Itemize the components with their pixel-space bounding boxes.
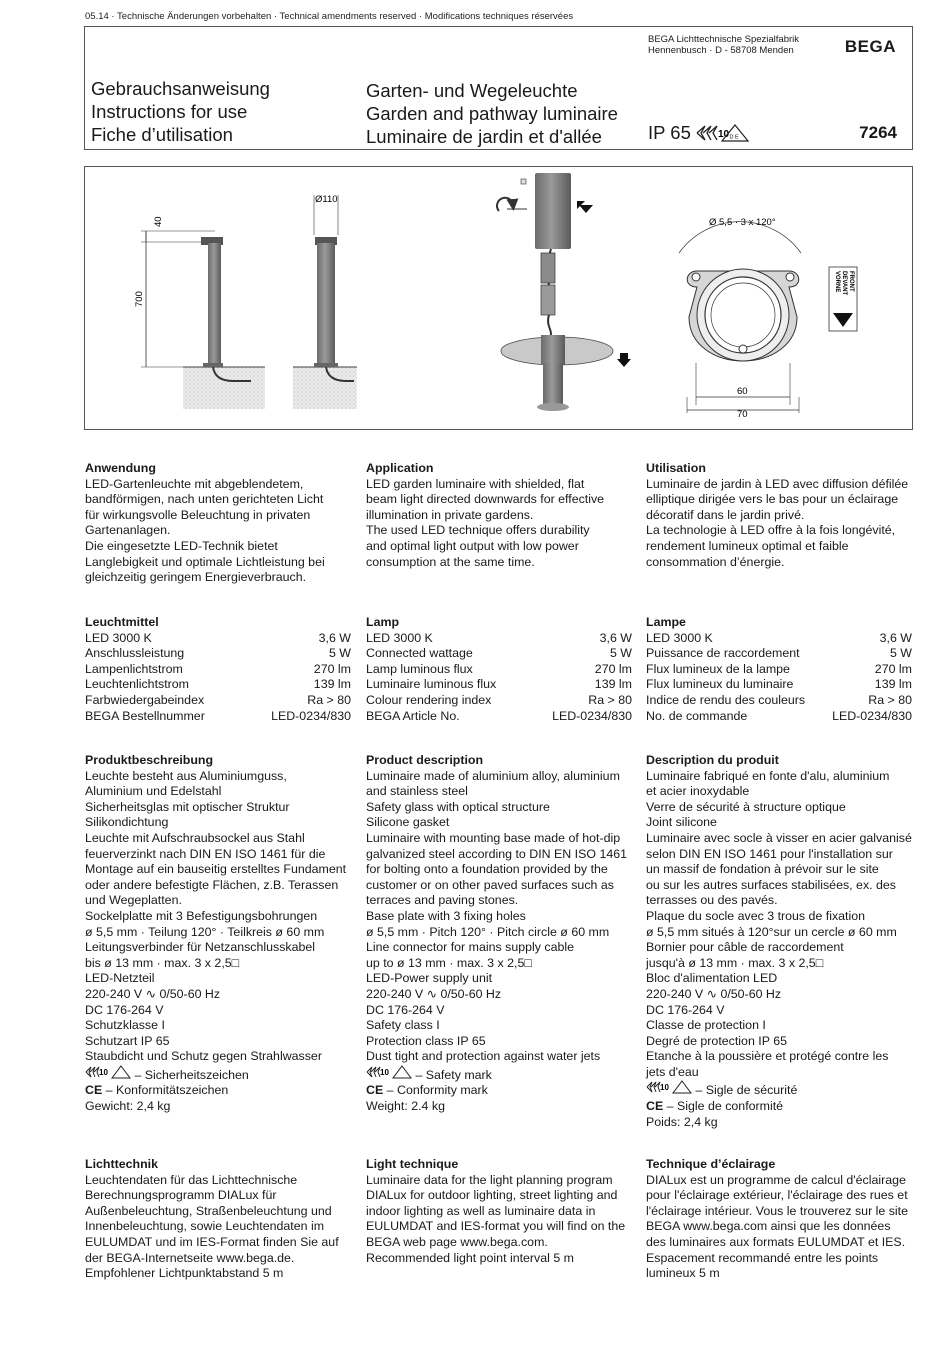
spec-label: Leuchtenlichtstrom [85, 677, 189, 692]
text-line: Weight: 2.4 kg [366, 1099, 445, 1114]
text-line: La technologie à LED offre à la fois longévité, [646, 523, 896, 538]
product-title [366, 79, 618, 148]
section-light [366, 1157, 632, 1266]
text-line: DC 176-264 V [646, 1002, 725, 1017]
document-title [91, 77, 270, 146]
product-title-line: Luminaire de jardin et d'allée [366, 126, 602, 147]
text-line: bandförmigen, nach unten gerichteten Licht [85, 492, 324, 507]
text-line: Aluminium und Edelstahl [85, 784, 222, 799]
text-line: Dust tight and protection against water jets [366, 1049, 601, 1064]
text-line: Silikondichtung [85, 815, 169, 830]
text-line: Safety class I [366, 1018, 440, 1033]
text-line: Espacement recommandé entre les points [646, 1250, 879, 1265]
text-line: Luminaire avec socle à visser en acier galvanisé [646, 830, 912, 845]
text-line: un massif de fondation à prévoir sur le site [646, 862, 879, 877]
text-line: Leitungsverbinder für Netzanschlusskabel [85, 940, 316, 955]
header-panel [84, 26, 913, 150]
spec-label: LED 3000 K [646, 630, 713, 645]
text-line: ø 5,5 mm · Teilung 120° · Teilkreis ø 60 mm [85, 924, 325, 939]
dim-pitch-label: 60 [737, 386, 748, 397]
text-line: illumination in private gardens. [366, 507, 534, 522]
section-title: Utilisation [646, 461, 706, 475]
text-line: LED garden luminaire with shielded, flat [366, 476, 585, 491]
svg-text:10: 10 [660, 1083, 669, 1093]
drawing-canvas [85, 167, 914, 431]
spec-value: 3,6 W [879, 630, 912, 645]
text-line: 220-240 V ∿ 0/50-60 Hz [646, 986, 782, 1001]
conformity-mark-text: – Konformitätszeichen [102, 1083, 229, 1098]
text-line: DIALux est un programme de calcul d'éclairage [646, 1172, 906, 1187]
text-line: der BEGA-Internetseite www.bega.de. [85, 1250, 295, 1265]
spec-value: 270 lm [594, 661, 632, 676]
section-title: Anwendung [85, 461, 156, 475]
section-title: Light technique [366, 1157, 459, 1171]
ground-section [293, 367, 357, 409]
down-arrow-icon [579, 205, 593, 213]
spec-label: Lampenlichtstrom [85, 661, 183, 676]
dim-height-label: 700 [134, 291, 145, 307]
article-number: 7264 [859, 123, 897, 142]
spec-label: Farbwiedergabeindex [85, 692, 205, 707]
spec-label: Puissance de raccordement [646, 646, 800, 661]
spec-row [85, 662, 351, 678]
product-title-line: Garten- und Wegeleuchte [366, 80, 578, 101]
text-line: Classe de protection I [646, 1018, 766, 1033]
text-line: Etanche à la poussière et protégé contre les [646, 1049, 889, 1064]
text-line: Staubdicht und Schutz gegen Strahlwasser [85, 1049, 322, 1064]
text-line: Base plate with 3 fixing holes [366, 908, 526, 923]
text-line: galvanized steel according to DIN EN ISO 1461 [366, 846, 628, 861]
text-line: pour l'éclairage extérieur, l'éclairage des rues et [646, 1188, 908, 1203]
text-line: lumineux 5 m [646, 1266, 720, 1281]
spec-value: LED-0234/830 [832, 708, 912, 723]
down-arrow-icon [617, 359, 631, 367]
section-product [366, 753, 632, 1115]
spec-row [366, 709, 632, 725]
conformity-mark-line [646, 1099, 912, 1115]
text-line: Außenbeleuchtung, Straßenbeleuchtung und [85, 1203, 332, 1218]
product-title-line: Garden and pathway luminaire [366, 103, 618, 124]
text-line: Leuchte besteht aus Aluminiumguss, [85, 768, 287, 783]
dim-diameter-label: Ø110 [315, 194, 338, 205]
text-line: DIALux for outdoor lighting, street lighting and [366, 1188, 618, 1203]
safety-mark-icon [85, 1065, 131, 1079]
text-line: Poids: 2,4 kg [646, 1114, 718, 1129]
text-line: Sockelplatte mit 3 Befestigungsbohrungen [85, 908, 318, 923]
luminaire-front-view [314, 194, 354, 381]
text-line: Gartenanlagen. [85, 523, 171, 538]
spec-value: 139 lm [313, 677, 351, 692]
ip-rating [648, 122, 751, 144]
conformity-mark-text: – Sigle de conformité [663, 1099, 784, 1114]
text-line: indoor lighting as well as luminaire data in [366, 1203, 596, 1218]
text-line: Verre de sécurité à structure optique [646, 799, 846, 814]
text-line: terraces and paving stones. [366, 893, 519, 908]
text-line: für wirkungsvolle Beleuchtung in privaten [85, 507, 311, 522]
ce-mark-icon: CE [85, 1083, 103, 1098]
base-plate-plan [679, 217, 857, 420]
spec-label: Connected wattage [366, 646, 473, 661]
text-line: und Wegeplatten. [85, 893, 182, 908]
svg-text:E: E [734, 134, 739, 141]
text-line: Line connector for mains supply cable [366, 940, 575, 955]
text-line: consumption at the same time. [366, 554, 535, 569]
text-line: selon DIN EN ISO 1461 pour l'installation sur [646, 846, 893, 861]
brand-logo: BEGA [844, 37, 896, 56]
spec-label: Colour rendering index [366, 692, 492, 707]
safety-mark-text: – Sigle de sécurité [692, 1083, 798, 1098]
text-line: 220-240 V ∿ 0/50-60 Hz [85, 986, 221, 1001]
technical-drawing [84, 166, 913, 430]
spec-value: LED-0234/830 [271, 708, 351, 723]
spec-label: Flux lumineux du luminaire [646, 677, 794, 692]
section-application [646, 461, 912, 570]
text-line: Silicone gasket [366, 815, 450, 830]
company-address [648, 34, 799, 56]
text-line: jets d'eau [646, 1064, 699, 1079]
text-line: ø 5,5 mm · Pitch 120° · Pitch circle ø 60 mm [366, 924, 610, 939]
spec-value: Ra > 80 [868, 692, 912, 707]
text-line: for bolting onto a foundation provided by the [366, 862, 608, 877]
text-line: LED-Netzteil [85, 971, 155, 986]
text-line: Luminaire de jardin à LED avec diffusion défilée [646, 476, 909, 491]
spec-row [85, 631, 351, 647]
spec-label: Indice de rendu des couleurs [646, 692, 806, 707]
text-line: consommation d’énergie. [646, 554, 785, 569]
installation-diagram [497, 173, 631, 411]
spec-label: BEGA Bestellnummer [85, 708, 205, 723]
spec-value: Ra > 80 [588, 692, 632, 707]
text-line: feuerverzinkt nach DIN EN ISO 1461 für die [85, 846, 326, 861]
safety-mark-line [85, 1065, 351, 1084]
text-line: rendement lumineux optimal et faible [646, 538, 849, 553]
svg-text:D: D [729, 134, 734, 141]
safety-mark-line [366, 1065, 632, 1084]
text-line: bis ø 13 mm · max. 3 x 2,5□ [85, 955, 240, 970]
text-line: jusqu'à ø 13 mm · max. 3 x 2,5□ [646, 955, 824, 970]
svg-text:10: 10 [380, 1067, 389, 1077]
text-line: Luminaire with mounting base made of hot-dip [366, 830, 621, 845]
section-title: Lichttechnik [85, 1157, 158, 1171]
text-line: beam light directed downwards for effective [366, 492, 605, 507]
section-product [646, 753, 912, 1130]
spec-value: 270 lm [313, 661, 351, 676]
section-title: Technique d’éclairage [646, 1157, 776, 1171]
text-line: oder andere befestigte Flächen, z.B. Terassen [85, 877, 339, 892]
section-title: Lamp [366, 615, 400, 629]
spec-row [366, 693, 632, 709]
text-line: Recommended light point interval 5 m [366, 1250, 574, 1265]
section-title: Lampe [646, 615, 686, 629]
spec-label: No. de commande [646, 708, 748, 723]
text-line: Berechnungsprogramm DIALux für [85, 1188, 277, 1203]
text-line: Innenbeleuchtung, sowie Leuchtendaten im [85, 1219, 325, 1234]
text-line: ø 5,5 mm situés à 120°sur un cercle ø 60 mm [646, 924, 897, 939]
spec-label: Anschlussleistung [85, 646, 185, 661]
document-title-line: Instructions for use [91, 101, 248, 122]
base-holes-label: Ø 5,5 · 3 x 120° [709, 217, 776, 228]
safety-mark-icon [366, 1065, 412, 1079]
text-line: LED-Gartenleuchte mit abgeblendetem, [85, 476, 304, 491]
ip-rating-text: IP 65 [648, 122, 691, 143]
text-line: BEGA web page www.bega.com. [366, 1234, 548, 1249]
section-title: Produktbeschreibung [85, 753, 214, 767]
spec-row [366, 677, 632, 693]
section-application [366, 461, 632, 570]
safety-mark-text: – Sicherheitszeichen [131, 1067, 249, 1082]
text-line: BEGA www.bega.com ainsi que les données [646, 1219, 891, 1234]
spec-label: BEGA Article No. [366, 708, 460, 723]
revision-note: 05.14 · Technische Änderungen vorbehalten · Technical amendments reserved · Modifications techniques réservées [85, 11, 574, 22]
text-line: des luminaires aux formats EULUMDAT et IES. [646, 1234, 906, 1249]
text-line: Luminaire fabriqué en fonte d'alu, aluminium [646, 768, 890, 783]
section-light [646, 1157, 912, 1282]
spec-value: 3,6 W [599, 630, 632, 645]
text-line: Empfohlener Lichtpunktabstand 5 m [85, 1266, 284, 1281]
text-line: Gewicht: 2,4 kg [85, 1099, 171, 1114]
conformity-mark-text: – Conformity mark [383, 1083, 488, 1098]
front-label: VORNE [834, 271, 840, 293]
text-line: customer or on other paved surfaces such as [366, 877, 614, 892]
text-line: DC 176-264 V [366, 1002, 445, 1017]
ce-mark-icon: CE [646, 1099, 664, 1114]
spec-value: 139 lm [594, 677, 632, 692]
section-application [85, 461, 351, 586]
document-title-line: Gebrauchsanweisung [91, 78, 270, 99]
section-title: Leuchtmittel [85, 615, 159, 629]
text-line: up to ø 13 mm · max. 3 x 2,5□ [366, 955, 532, 970]
ground-section [183, 367, 265, 409]
text-line: Sicherheitsglas mit optischer Struktur [85, 799, 290, 814]
spec-value: LED-0234/830 [552, 708, 632, 723]
spec-row [646, 677, 912, 693]
spec-row [85, 646, 351, 662]
section-title: Product description [366, 753, 484, 767]
text-line: Langlebigkeit und optimale Lichtleistung bei [85, 554, 325, 569]
text-line: Schutzklasse I [85, 1018, 165, 1033]
text-line: Protection class IP 65 [366, 1033, 486, 1048]
text-line: et acier inoxydable [646, 784, 750, 799]
spec-row [366, 631, 632, 647]
text-line: Montage auf ein bauseitig erstelltes Fundament [85, 862, 347, 877]
text-line: Bornier pour câble de raccordement [646, 940, 844, 955]
text-line: Schutzart IP 65 [85, 1033, 170, 1048]
section-title: Description du produit [646, 753, 779, 767]
spec-label: Lamp luminous flux [366, 661, 473, 676]
spec-row [366, 646, 632, 662]
spec-value: 5 W [889, 646, 912, 661]
company-line: BEGA Lichttechnische Spezialfabrik [648, 34, 800, 45]
spec-value: 139 lm [874, 677, 912, 692]
conformity-mark-line [85, 1083, 351, 1099]
section-title: Application [366, 461, 434, 475]
spec-value: 5 W [328, 646, 351, 661]
text-line: Leuchte mit Aufschraubsockel aus Stahl [85, 830, 305, 845]
document-title-line: Fiche d’utilisation [91, 124, 233, 145]
spec-label: Flux lumineux de la lampe [646, 661, 790, 676]
spec-row [646, 646, 912, 662]
spec-label: LED 3000 K [366, 630, 433, 645]
section-product [85, 753, 351, 1115]
text-line: Joint silicone [646, 815, 717, 830]
spec-label: Luminaire luminous flux [366, 677, 497, 692]
text-line: Die eingesetzte LED-Technik bietet [85, 538, 278, 553]
text-line: l'éclairage intérieur. Vous le trouverez sur le site [646, 1203, 909, 1218]
text-line: gleichzeitig geringem Energieverbrauch. [85, 570, 307, 585]
front-label: DEVANT [841, 271, 847, 296]
text-line: EULUMDAT and IES-format you will find on the [366, 1219, 626, 1234]
front-label: FRONT [848, 271, 854, 292]
text-line: terrasses ou des pavés. [646, 893, 778, 908]
text-line: ou sur les autres surfaces stabilisées, ex. des [646, 877, 896, 892]
text-line: LED-Power supply unit [366, 971, 493, 986]
spec-value: Ra > 80 [307, 692, 351, 707]
text-line: EULUMDAT und im IES-Format finden Sie auf [85, 1234, 339, 1249]
text-line: Luminaire data for the light planning program [366, 1172, 613, 1187]
text-line: DC 176-264 V [85, 1002, 164, 1017]
spec-row [646, 662, 912, 678]
spec-value: 5 W [609, 646, 632, 661]
text-line: Safety glass with optical structure [366, 799, 550, 814]
text-line: décoratif dans le jardin privé. [646, 507, 805, 522]
spec-row [85, 677, 351, 693]
section-light [85, 1157, 351, 1282]
spec-label: LED 3000 K [85, 630, 152, 645]
dim-base-label: 70 [737, 409, 748, 420]
text-line: Leuchtendaten für das Lichttechnische [85, 1172, 298, 1187]
spec-row [366, 662, 632, 678]
section-lamp [366, 615, 632, 724]
spec-row [646, 693, 912, 709]
safety-mark-text: – Safety mark [412, 1067, 492, 1082]
spec-row [85, 709, 351, 725]
safety-mark-line [646, 1080, 912, 1099]
text-line: elliptique dirigée vers le bas pour un éclairage [646, 492, 899, 507]
text-line: Plaque du socle avec 3 trous de fixation [646, 908, 866, 923]
section-lamp [646, 615, 912, 724]
impact-mark-text: 10 [717, 129, 729, 140]
svg-text:10: 10 [99, 1067, 108, 1077]
text-line: Luminaire made of aluminium alloy, aluminium [366, 768, 620, 783]
safety-mark-icon [646, 1080, 692, 1094]
text-line: and stainless steel [366, 784, 468, 799]
text-line: Bloc d'alimentation LED [646, 971, 778, 986]
section-lamp [85, 615, 351, 724]
text-line: The used LED technique offers durability [366, 523, 590, 538]
ce-mark-icon: CE [366, 1083, 384, 1098]
spec-value: 270 lm [874, 661, 912, 676]
spec-row [646, 709, 912, 725]
spec-row [646, 631, 912, 647]
dim-top-label: 40 [153, 216, 164, 227]
text-line: 220-240 V ∿ 0/50-60 Hz [366, 986, 502, 1001]
conformity-mark-line [366, 1083, 632, 1099]
luminaire-side-view [201, 237, 251, 381]
spec-value: 3,6 W [318, 630, 351, 645]
text-line: and optimal light output with low power [366, 538, 579, 553]
company-line: Hennenbusch · D - 58708 Menden [648, 45, 794, 56]
impact-protection-icon [695, 122, 751, 144]
spec-row [85, 693, 351, 709]
text-line: Degré de protection IP 65 [646, 1033, 787, 1048]
